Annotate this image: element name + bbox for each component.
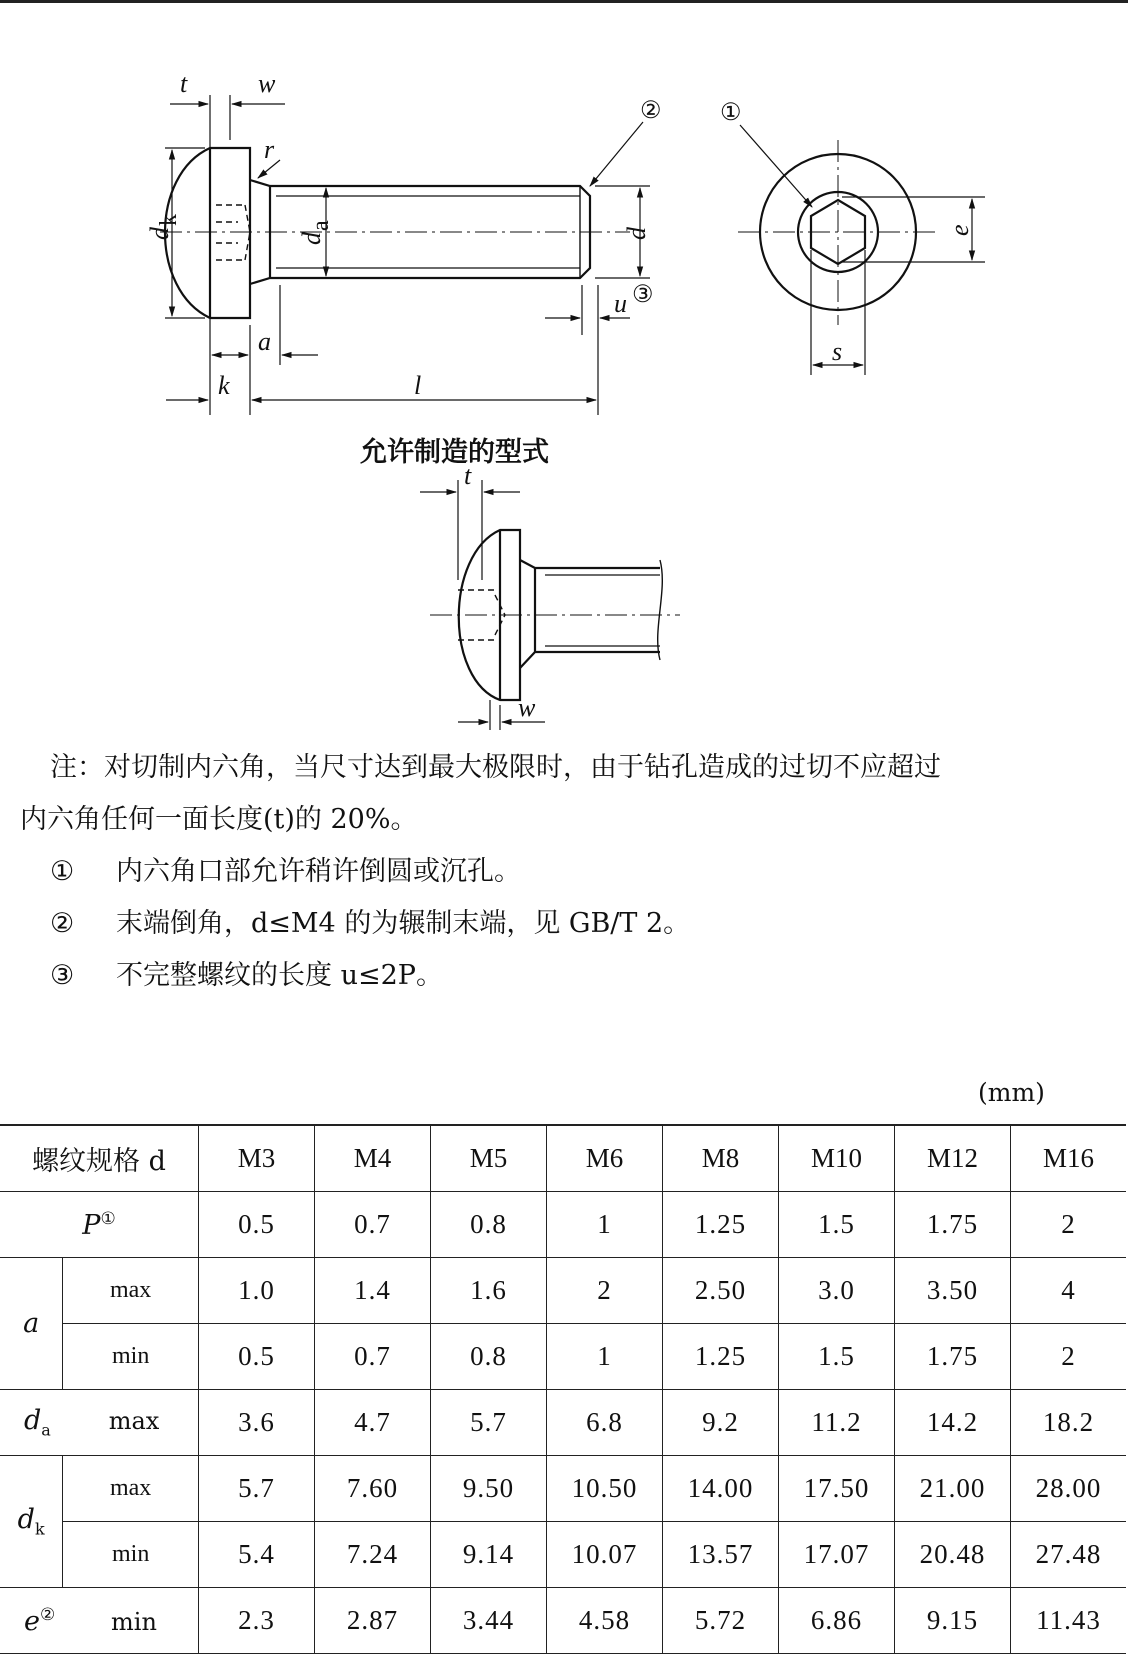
value-cell: 13.57 (663, 1522, 779, 1588)
value-cell: 17.07 (779, 1522, 895, 1588)
header-label-cell: 螺纹规格 d (0, 1125, 199, 1192)
value-cell: 20.48 (895, 1522, 1011, 1588)
size-cell: M3 (199, 1125, 315, 1192)
note-item-1 (20, 846, 1120, 898)
label-dk: d (145, 227, 174, 240)
p-ref: ① (100, 1208, 116, 1229)
dk-label: d (17, 1504, 35, 1536)
value-cell: 3.6 (199, 1390, 315, 1456)
min-label-cell: min (63, 1522, 199, 1588)
max-label-cell: max (63, 1258, 199, 1324)
value-cell: 5.4 (199, 1522, 315, 1588)
value-cell: 6.86 (779, 1588, 895, 1654)
size-cell: M8 (663, 1125, 779, 1192)
value-cell: 1.4 (315, 1258, 431, 1324)
dk-sub: k (34, 1519, 45, 1539)
value-cell: 9.50 (431, 1456, 547, 1522)
table-row-dk-min (0, 1522, 1126, 1588)
dk-label-cell (0, 1456, 63, 1588)
value-cell: 0.8 (431, 1192, 547, 1258)
value-cell: 4.58 (547, 1588, 663, 1654)
note-item-text: 末端倒角，d≤M4 的为辗制末端，见 GB/T 2。 (116, 908, 691, 939)
value-cell: 2 (547, 1258, 663, 1324)
size-cell: M5 (431, 1125, 547, 1192)
value-cell: 2 (1011, 1192, 1127, 1258)
value-cell: 4.7 (315, 1390, 431, 1456)
label-w: w (258, 69, 276, 98)
size-cell: M10 (779, 1125, 895, 1192)
value-cell: 9.2 (663, 1390, 779, 1456)
value-cell: 2.3 (199, 1588, 315, 1654)
table-row-e-min (0, 1588, 1126, 1654)
e-label: e (24, 1605, 40, 1637)
label-u-ref: ③ (632, 282, 654, 308)
value-cell: 2.87 (315, 1588, 431, 1654)
value-cell: 17.50 (779, 1456, 895, 1522)
value-cell: 5.72 (663, 1588, 779, 1654)
label-a: a (258, 327, 271, 356)
size-cell: M16 (1011, 1125, 1127, 1192)
da-sub: a (41, 1420, 51, 1440)
dimension-table (0, 1124, 1126, 1654)
value-cell: 0.7 (315, 1324, 431, 1390)
value-cell: 1 (547, 1192, 663, 1258)
a-label-cell (0, 1258, 63, 1390)
value-cell: 1.6 (431, 1258, 547, 1324)
value-cell: 1.0 (199, 1258, 315, 1324)
note-item-num: ① (50, 856, 75, 887)
p-label: P (82, 1209, 101, 1241)
label-d: d (622, 227, 651, 240)
table-row-dk-max (0, 1456, 1126, 1522)
note-item-text: 不完整螺纹的长度 u≤2P。 (116, 960, 443, 991)
label-t2: t (464, 461, 472, 490)
value-cell: 10.50 (547, 1456, 663, 1522)
note-line-2: 内六角任何一面长度(t)的 20%。 (20, 804, 418, 835)
da-label: d (24, 1405, 42, 1437)
label-s: s (832, 337, 843, 366)
value-cell: 0.8 (431, 1324, 547, 1390)
label-t: t (180, 69, 188, 98)
note-item-3 (20, 950, 1120, 1002)
value-cell: 7.60 (315, 1456, 431, 1522)
value-cell: 6.8 (547, 1390, 663, 1456)
note-item-2 (20, 898, 1120, 950)
value-cell: 4 (1011, 1258, 1127, 1324)
value-cell: 1 (547, 1324, 663, 1390)
label-l: l (414, 371, 422, 400)
value-cell: 3.50 (895, 1258, 1011, 1324)
value-cell: 2.50 (663, 1258, 779, 1324)
min-label-cell: min (63, 1324, 199, 1390)
label-k: k (218, 371, 230, 400)
note-item-num: ② (50, 908, 75, 939)
a-label: a (23, 1308, 40, 1339)
value-cell: 0.5 (199, 1324, 315, 1390)
value-cell: 1.25 (663, 1192, 779, 1258)
value-cell: 14.2 (895, 1390, 1011, 1456)
value-cell: 27.48 (1011, 1522, 1127, 1588)
size-cell: M12 (895, 1125, 1011, 1192)
e-ref: ② (39, 1604, 56, 1625)
value-cell: 7.24 (315, 1522, 431, 1588)
label-e: e (945, 224, 974, 236)
permitted-form-caption: 允许制造的型式 (360, 437, 549, 468)
p-label-cell (0, 1192, 199, 1258)
value-cell: 1.25 (663, 1324, 779, 1390)
value-cell: 1.75 (895, 1324, 1011, 1390)
technical-drawing (0, 0, 1128, 740)
label-ref1: ① (720, 100, 742, 126)
value-cell: 18.2 (1011, 1390, 1127, 1456)
value-cell: 28.00 (1011, 1456, 1127, 1522)
note-item-text: 内六角口部允许稍许倒圆或沉孔。 (116, 856, 521, 887)
value-cell: 1.75 (895, 1192, 1011, 1258)
value-cell: 5.7 (199, 1456, 315, 1522)
label-ref2: ② (640, 98, 662, 124)
table-row-da-max (0, 1390, 1126, 1456)
size-cell: M6 (547, 1125, 663, 1192)
value-cell: 0.7 (315, 1192, 431, 1258)
value-cell: 2 (1011, 1324, 1127, 1390)
value-cell: 10.07 (547, 1522, 663, 1588)
value-cell: 9.15 (895, 1588, 1011, 1654)
value-cell: 1.5 (779, 1192, 895, 1258)
value-cell: 11.43 (1011, 1588, 1127, 1654)
label-dk-sub: k (156, 214, 182, 226)
value-cell: 9.14 (431, 1522, 547, 1588)
value-cell: 1.5 (779, 1324, 895, 1390)
da-label-cell (0, 1390, 199, 1456)
table-row-a-max (0, 1258, 1126, 1324)
value-cell: 11.2 (779, 1390, 895, 1456)
max-label: max (108, 1407, 160, 1436)
label-da: d (297, 232, 326, 245)
size-cell: M4 (315, 1125, 431, 1192)
value-cell: 3.44 (431, 1588, 547, 1654)
label-u: u (614, 289, 627, 318)
note-item-num: ③ (50, 960, 75, 991)
label-r: r (264, 135, 275, 164)
unit-label: (mm) (978, 1078, 1045, 1107)
label-w2: w (518, 693, 536, 722)
table-row-a-min (0, 1324, 1126, 1390)
table-row-p (0, 1192, 1126, 1258)
screw-head-outline (165, 148, 250, 318)
value-cell: 0.5 (199, 1192, 315, 1258)
max-label-cell: max (63, 1456, 199, 1522)
label-da-sub: a (308, 220, 334, 231)
value-cell: 3.0 (779, 1258, 895, 1324)
value-cell: 21.00 (895, 1456, 1011, 1522)
value-cell: 5.7 (431, 1390, 547, 1456)
table-row-header (0, 1125, 1126, 1192)
value-cell: 14.00 (663, 1456, 779, 1522)
e-label-cell (0, 1588, 199, 1654)
min-label: min (111, 1607, 157, 1636)
note-line-1: 注：对切制内六角，当尺寸达到最大极限时，由于钻孔造成的过切不应超过 (50, 752, 941, 783)
notes-block (20, 742, 1120, 1002)
